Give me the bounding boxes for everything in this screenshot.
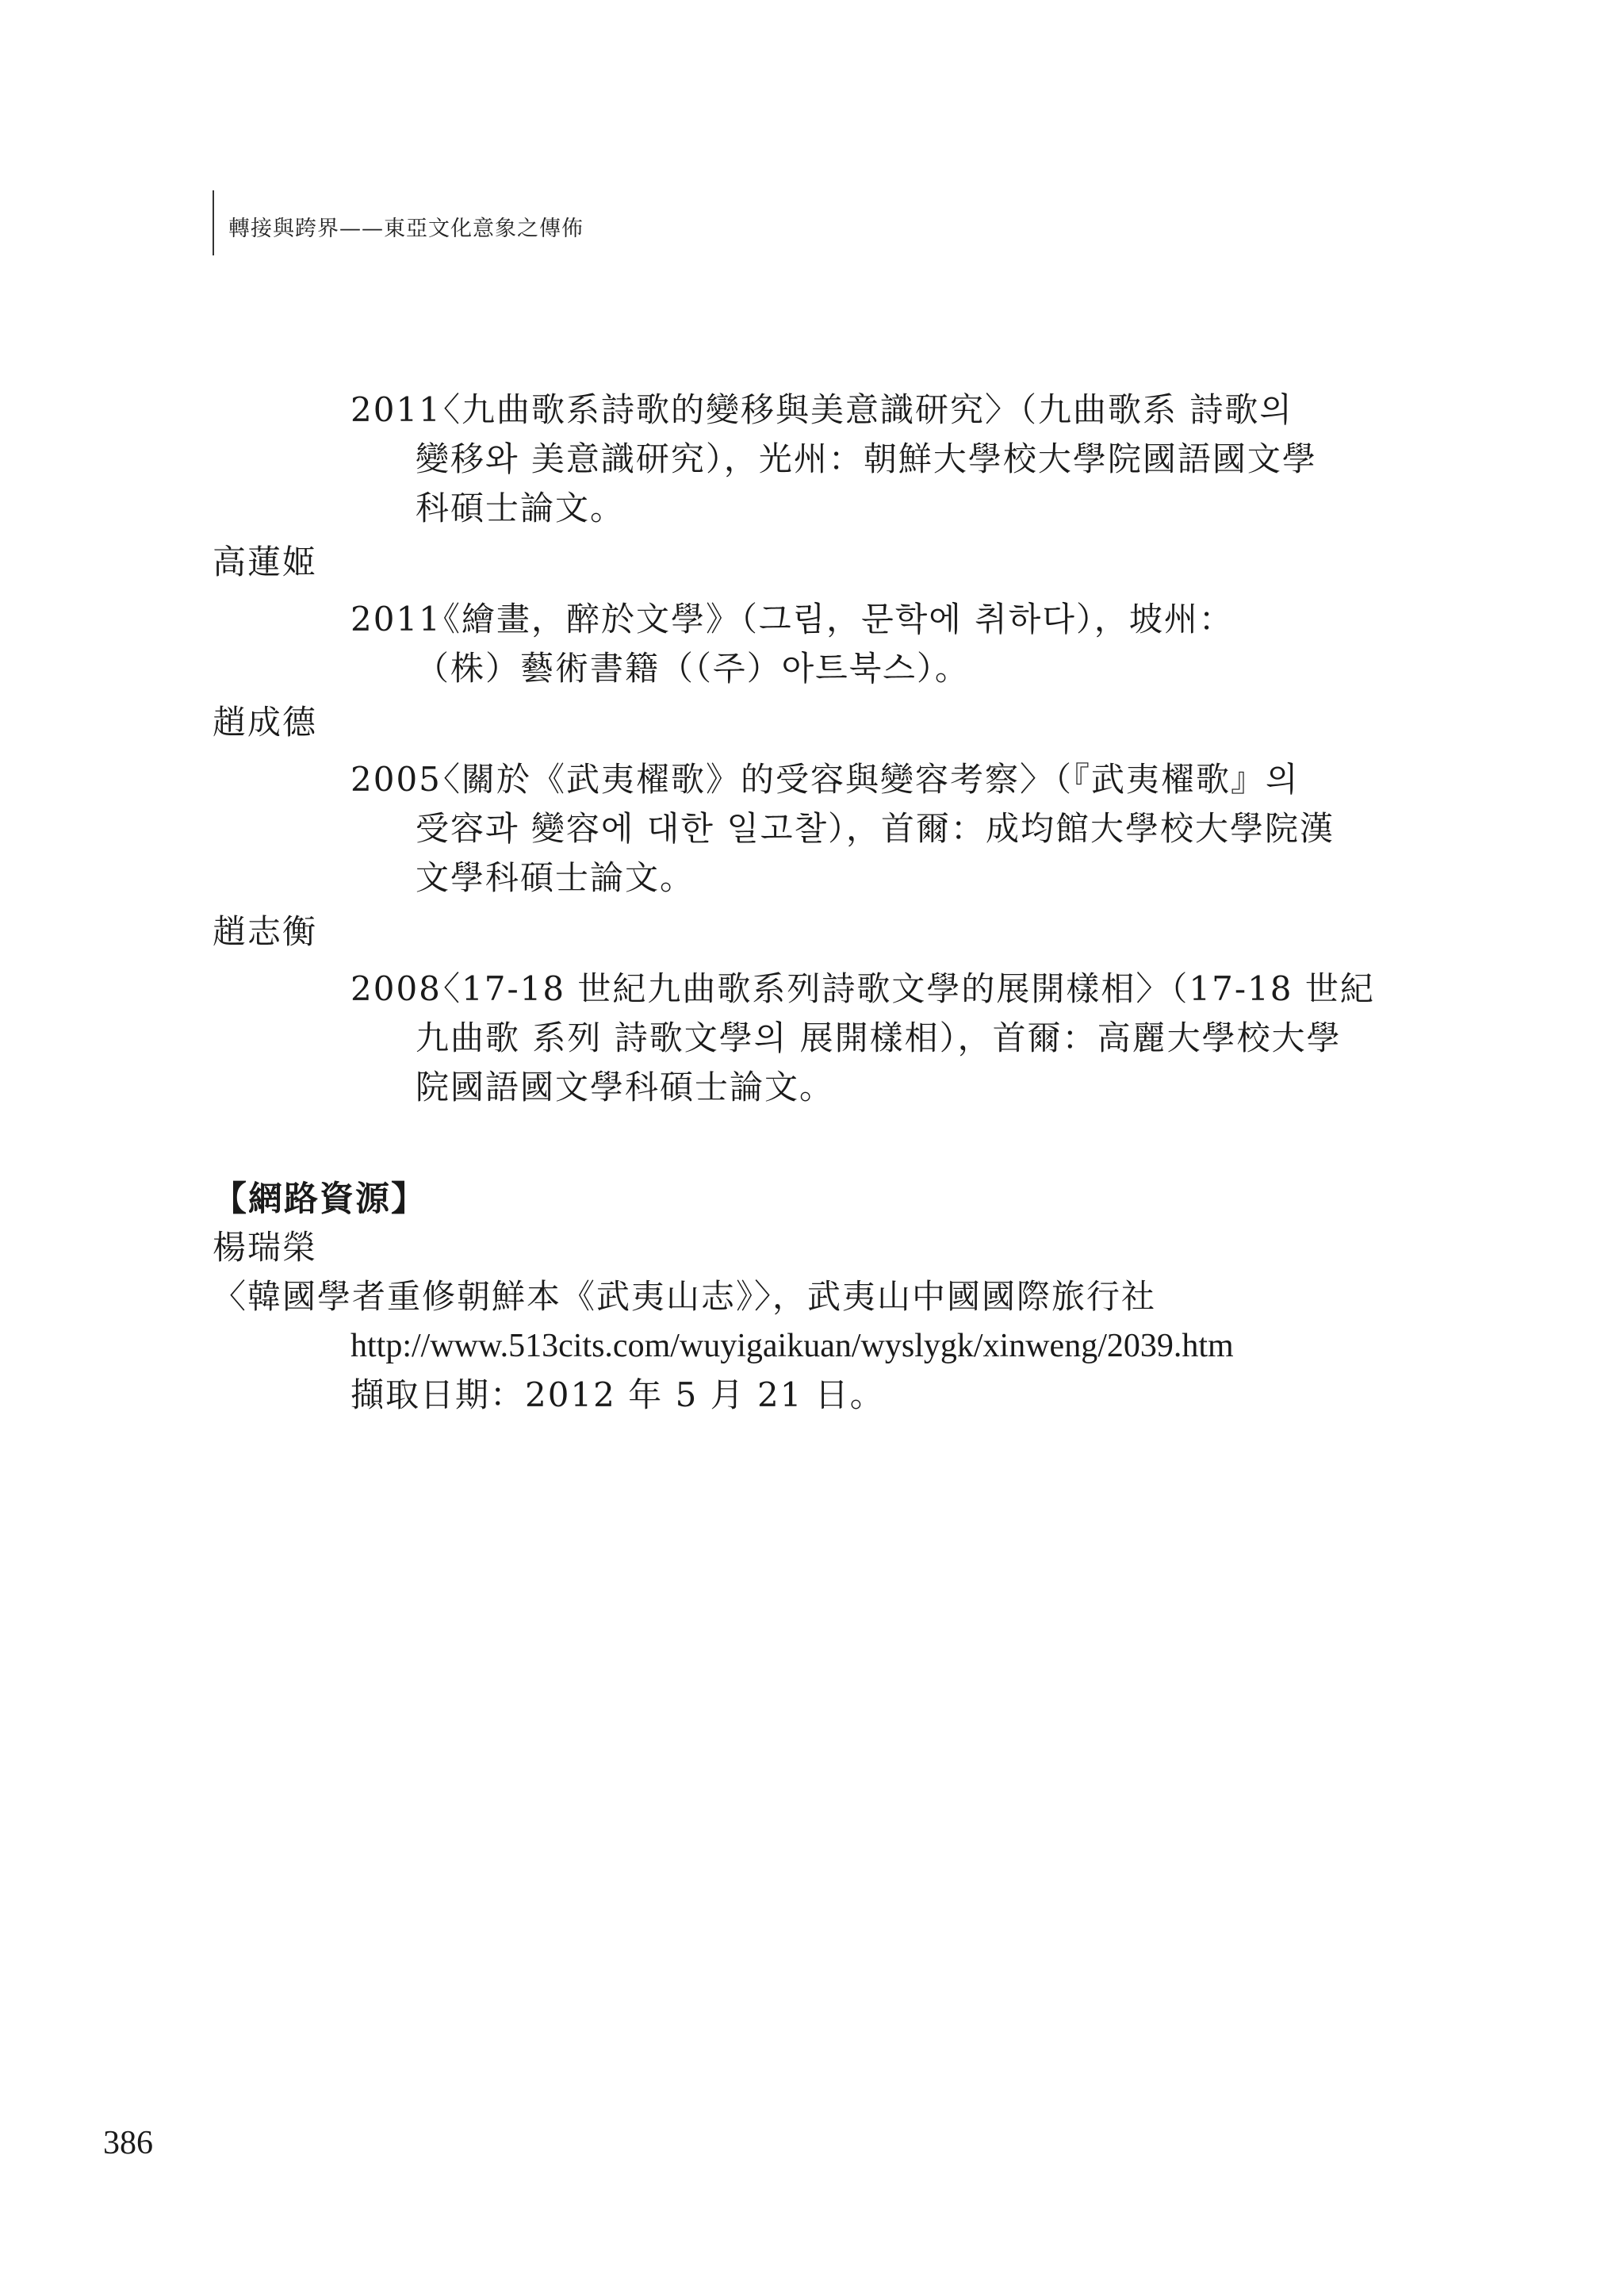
web-author: 楊瑞榮 xyxy=(213,1228,318,1267)
entry-author: 趙成德 xyxy=(213,703,318,742)
entry-line: （株）藝術書籍（（주）아트북스）。 xyxy=(416,649,970,688)
entry-line: 院國語國文學科碩士論文。 xyxy=(416,1068,835,1106)
entry-line xyxy=(350,390,1293,429)
entry-text: 〈17-18 世紀九曲歌系列詩歌文學的展開樣相〉（17-18 世紀 xyxy=(427,969,1375,1008)
web-title-line: 〈韓國學者重修朝鮮本《武夷山志》〉，武夷山中國國際旅行社 xyxy=(213,1277,1157,1316)
entry-line xyxy=(350,600,1234,639)
entry-line: 科碩士論文。 xyxy=(416,489,626,527)
entry-line: 變移와 美意識研究），光州：朝鮮大學校大學院國語國文學 xyxy=(416,439,1317,478)
entry-year: 2011 xyxy=(350,390,442,429)
entry-line xyxy=(350,969,1375,1008)
entry-line xyxy=(350,760,1300,799)
entry-year: 2008 xyxy=(350,969,442,1008)
entry-year: 2011 xyxy=(350,600,442,639)
entry-author: 高蓮姬 xyxy=(213,543,318,581)
web-retrieved-date: 擷取日期：2012 年 5 月 21 日。 xyxy=(350,1375,885,1414)
entry-text: 《繪畫，醉於文學》（그림，문학에 취하다），坡州： xyxy=(427,600,1234,639)
entry-text: 〈九曲歌系詩歌的變移與美意識研究〉（九曲歌系 詩歌의 xyxy=(427,390,1293,429)
page-number: 386 xyxy=(103,2125,153,2161)
entry-year: 2005 xyxy=(350,760,442,799)
entry-line: 九曲歌 系列 詩歌文學의 展開樣相），首爾：高麗大學校大學 xyxy=(416,1018,1342,1057)
running-head xyxy=(213,190,584,255)
running-head-title: 轉接與跨界——東亞文化意象之傳佈 xyxy=(228,217,584,241)
entry-author: 趙志衡 xyxy=(213,912,318,951)
entry-text: 〈關於《武夷櫂歌》的受容與變容考察〉（『武夷櫂歌』의 xyxy=(427,760,1300,799)
entry-line: 文學科碩士論文。 xyxy=(416,858,695,897)
entry-line: 受容과 變容에 대한 일고찰），首爾：成均館大學校大學院漢 xyxy=(416,809,1335,848)
section-heading-web-resources: 【網路資源】 xyxy=(213,1179,427,1219)
web-url-link[interactable]: http://www.513cits.com/wuyigaikuan/wyslygk/xinweng/2039.htm xyxy=(350,1328,1234,1364)
